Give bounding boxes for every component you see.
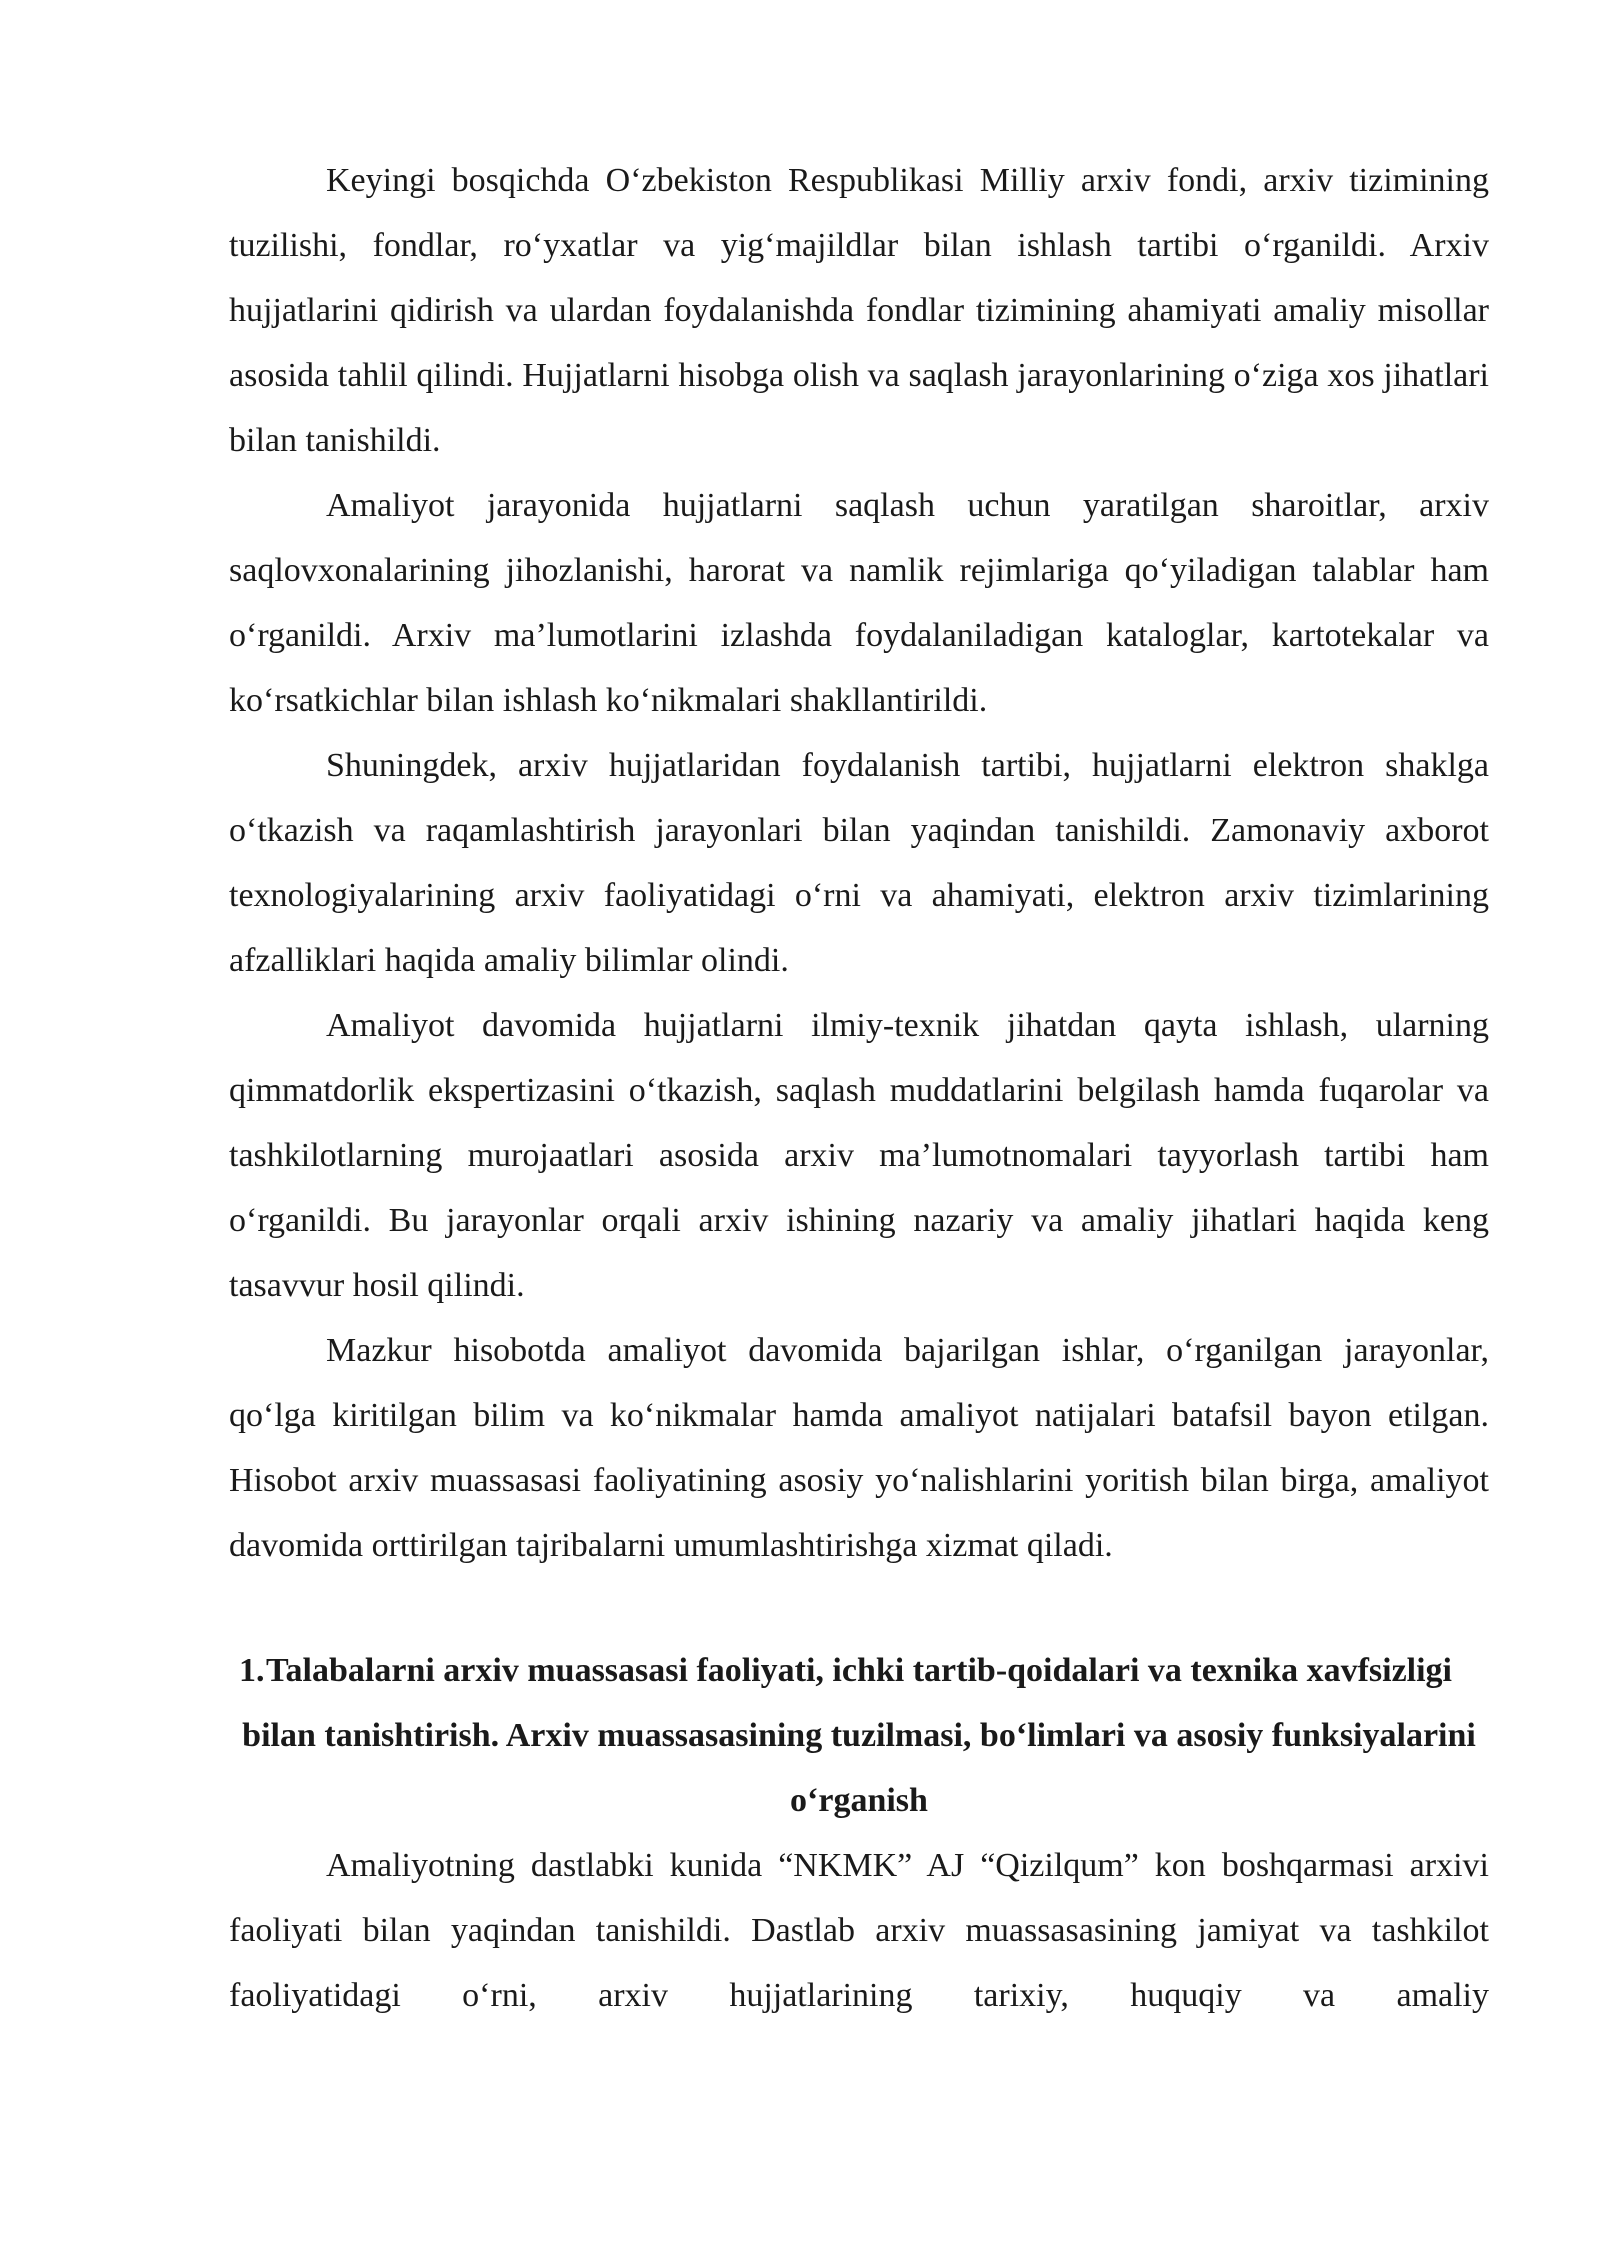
paragraph-report-summary: Mazkur hisobotda amaliyot davomida bajarilgan ishlar, o‘rganilgan jarayonlar, qo‘lga kiritilgan bilim va ko‘nikmalar hamda amaliyot natijalari batafsil bayon etilgan. Hisobot arxiv muassasasi faoliyatining asosiy yo‘nalishlarini yoritish bilan birga, amaliyot davomida orttirilgan tajribalarni umumlashtirishga xizmat qiladi. [229, 1332, 1489, 1564]
section-heading-number: 1. [239, 1652, 265, 1689]
paragraph-first-day: Amaliyotning dastlabki kunida “NKMK” AJ “Qizilqum” kon boshqarmasi arxivi faoliyati bilan yaqindan tanishildi. Dastlab arxiv muassasasining jamiyat va tashkilot faoliyatidagi o‘rni, arxiv hujjatlarining tarixiy, huquqiy va amaliy [229, 1847, 1489, 2014]
paragraph-scientific-processing: Amaliyot davomida hujjatlarni ilmiy-texnik jihatdan qayta ishlash, ularning qimmatdorlik ekspertizasini o‘tkazish, saqlash muddatlarini belgilash hamda fuqarolar va tashkilotlarning murojaatlari asosida arxiv ma’lumotnomalari tayyorlash tartibi ham o‘rganildi. Bu jarayonlar orqali arxiv ishining nazariy va amaliy jihatlari haqida keng tasavvur hosil qilindi. [229, 1007, 1489, 1304]
section-heading-text: Talabalarni arxiv muassasasi faoliyati, ichki tartib-qoidalari va texnika xavfsizligi bilan tanishtirish. Arxiv muassasasining tuzilmasi, bo‘limlari va asosiy funksiyalarini o‘rganish [242, 1652, 1476, 1819]
paragraph-digitization: Shuningdek, arxiv hujjatlaridan foydalanish tartibi, hujjatlarni elektron shaklga o‘tkazish va raqamlashtirish jarayonlari bilan yaqindan tanishildi. Zamonaviy axborot texnologiyalarining arxiv faoliyatidagi o‘rni va ahamiyati, elektron arxiv tizimlarining afzalliklari haqida amaliy bilimlar olindi. [229, 747, 1489, 979]
paragraph-storage-conditions: Amaliyot jarayonida hujjatlarni saqlash uchun yaratilgan sharoitlar, arxiv saqlovxonalarining jihozlanishi, harorat va namlik rejimlariga qo‘yiladigan talablar ham o‘rganildi. Arxiv ma’lumotlarini izlashda foydalaniladigan kataloglar, kartotekalar va ko‘rsatkichlar bilan ishlash ko‘nikmalari shakllantirildi. [229, 487, 1489, 719]
section-heading [229, 1638, 1489, 1833]
paragraph-fonds-system: Keyingi bosqichda O‘zbekiston Respublikasi Milliy arxiv fondi, arxiv tizimining tuzilishi, fondlar, ro‘yxatlar va yig‘majildlar bilan ishlash tartibi o‘rganildi. Arxiv hujjatlarini qidirish va ulardan foydalanishda fondlar tizimining ahamiyati amaliy misollar asosida tahlil qilindi. Hujjatlarni hisobga olish va saqlash jarayonlarining o‘ziga xos jihatlari bilan tanishildi. [229, 162, 1489, 459]
document-page [229, 148, 1489, 2028]
